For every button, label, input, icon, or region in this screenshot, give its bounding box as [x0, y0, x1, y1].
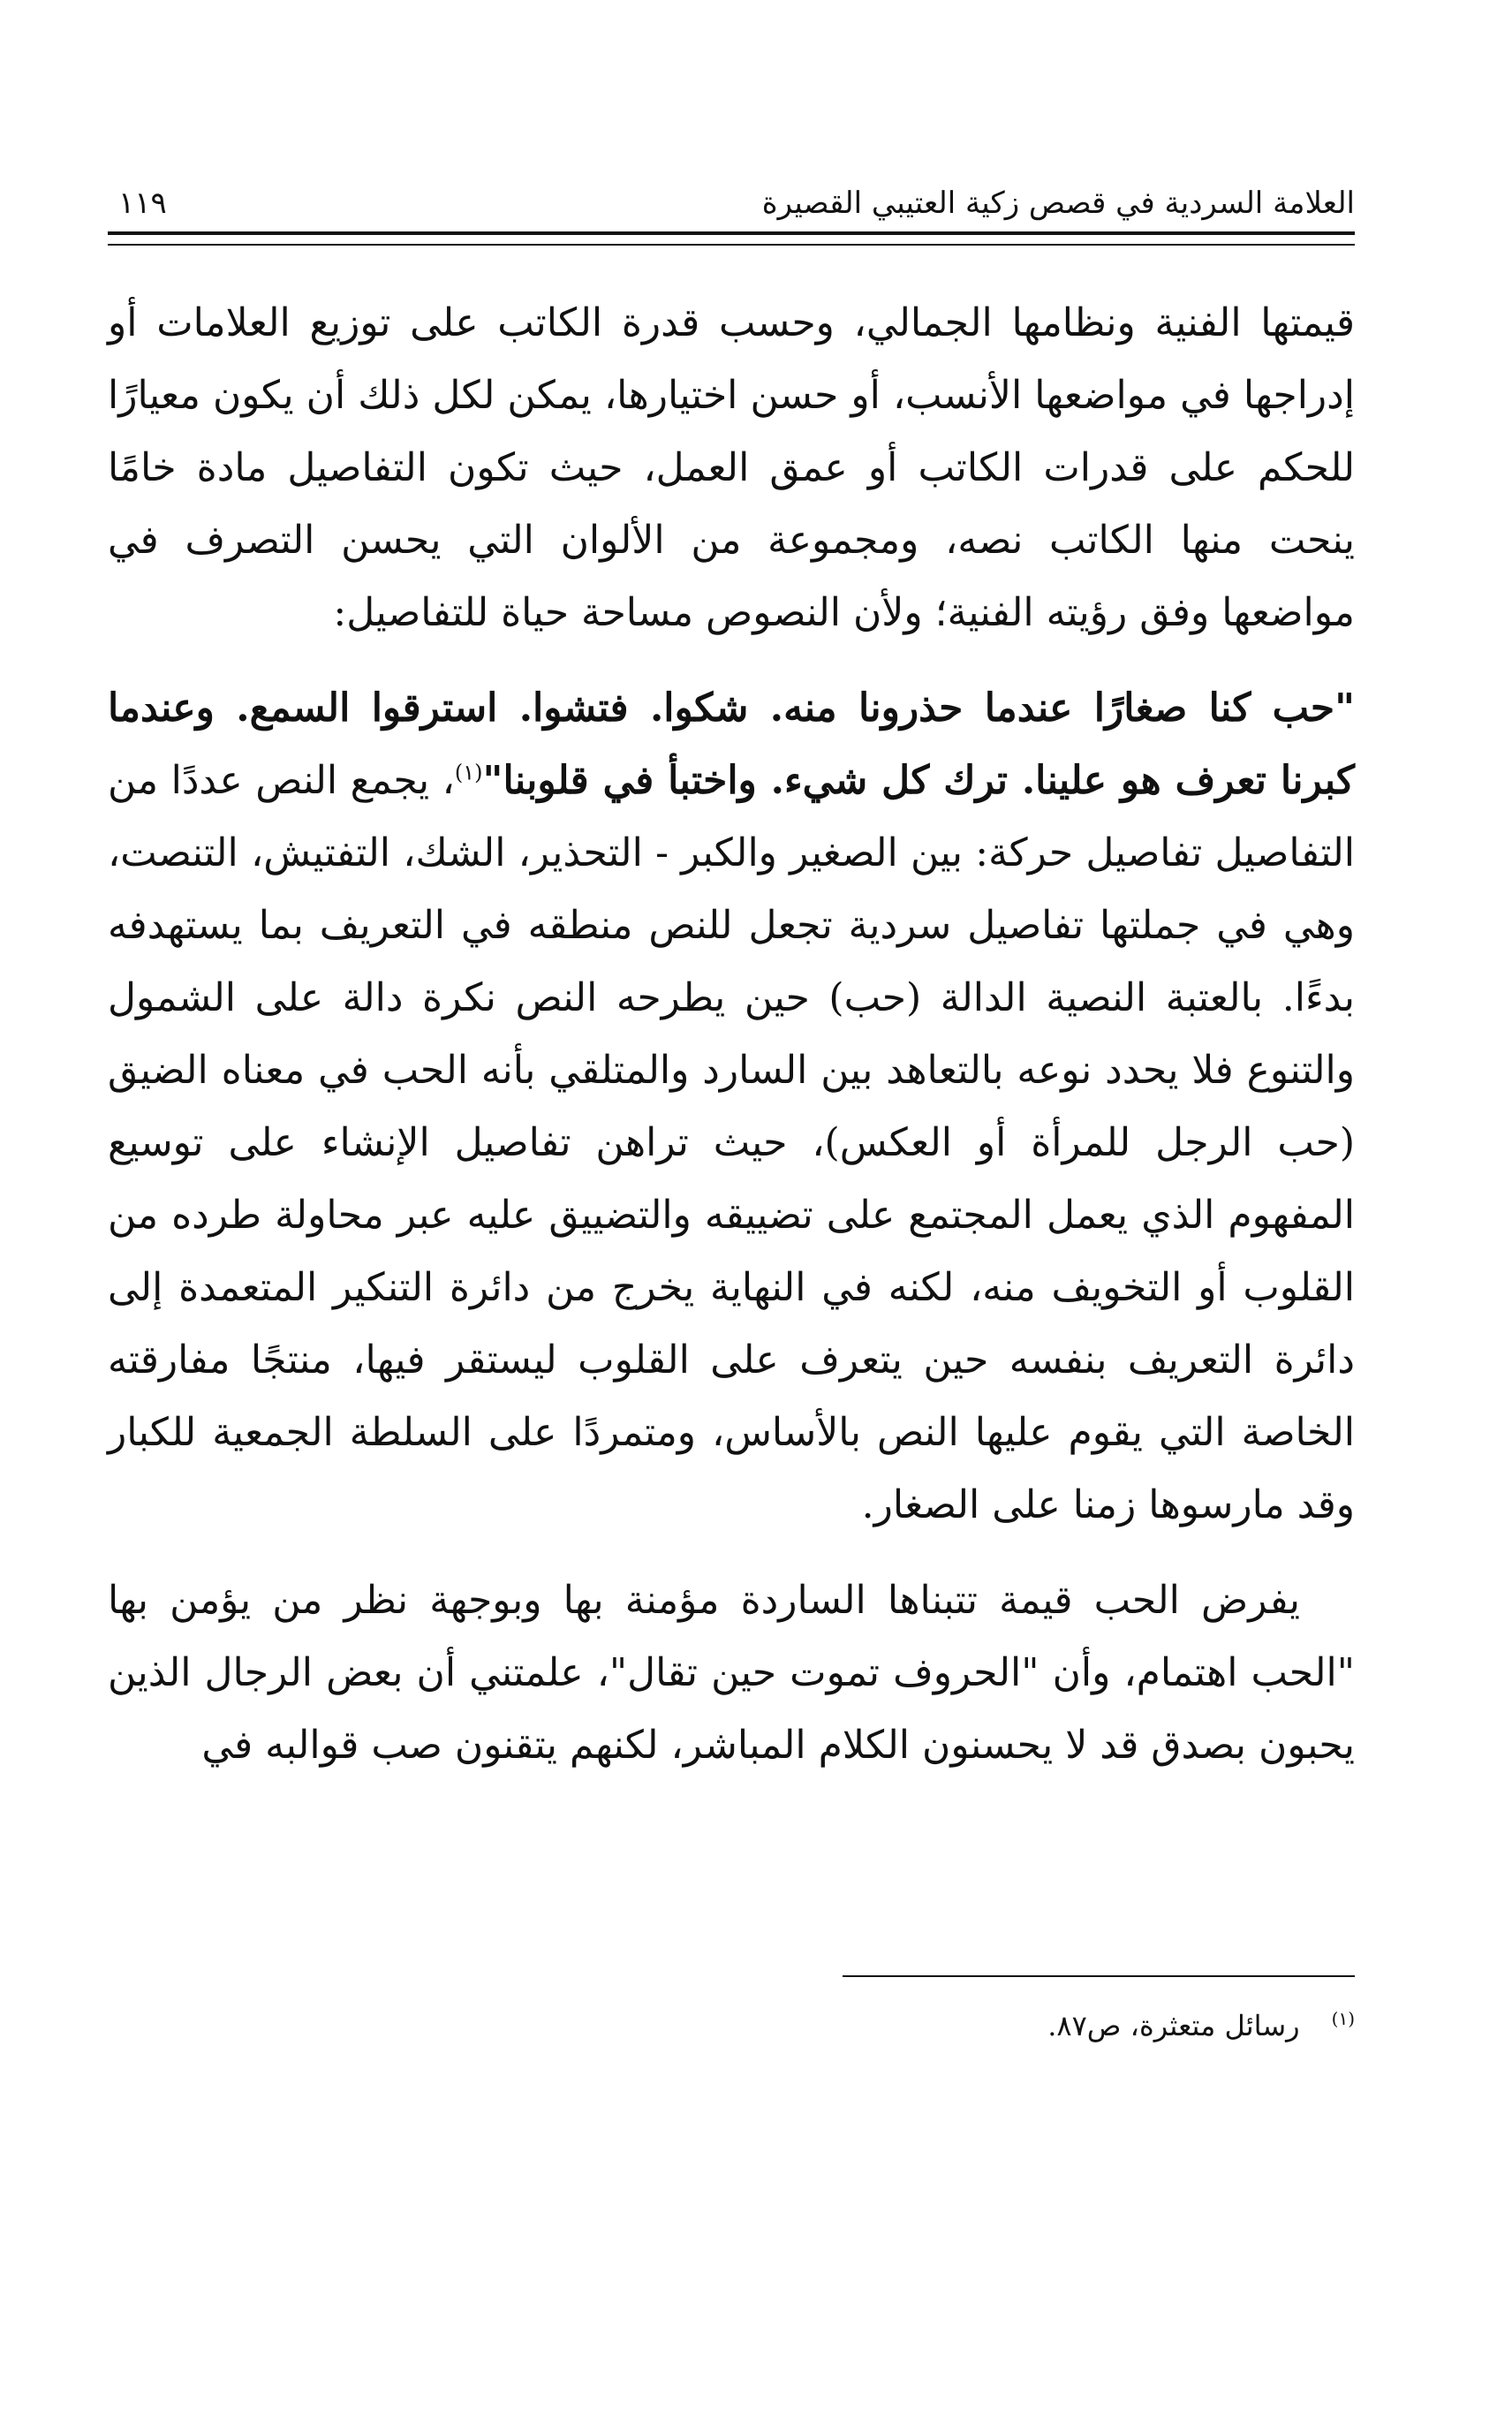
quoted-story-text: "حب كنا صغارًا عندما حذرونا منه. شكوا. فتشوا. استرقوا السمع. وعندما كبرنا تعرف هو علينا. ترك كل شيء. واختبأ في قلوبنا" — [108, 686, 1355, 803]
body-text — [108, 287, 1355, 1782]
footnote-reference: (١) — [454, 760, 483, 785]
footnote-marker: (١) — [1331, 2008, 1355, 2030]
paragraph-2-text: ، يجمع النص عددًا من التفاصيل تفاصيل حركة: بين الصغير والكبر - التحذير، الشك، التفتيش، التنصت، وهي في جملتها تفاصيل سردية تجعل للنص منطقه في التعريف بما يستهدفه بدءًا. بالعتبة النصية الدالة (حب) حين يطرحه النص نكرة دالة على الشمول والتنوع فلا يحدد نوعه بالتعاهد بين السارد والمتلقي بأنه الحب في معناه الضيق (حب الرجل للمرأة أو العكس)، حيث تراهن تفاصيل الإنشاء على توسيع المفهوم الذي يعمل المجتمع على تضييقه والتضييق عليه عبر محاولة طرده من القلوب أو التخويف منه، لكنه في النهاية يخرج من دائرة التنكير المتعمدة إلى دائرة التعريف بنفسه حين يتعرف على القلوب ليستقر فيها، منتجًا مفارقته الخاصة التي يقوم عليها النص بالأساس، ومتمردًا على السلطة الجمعية للكبار وقد مارسوها زمنا على الصغار. — [108, 758, 1355, 1527]
footnote-text: رسائل متعثرة، ص٨٧. — [1047, 2009, 1300, 2042]
footnote — [1047, 2004, 1355, 2048]
footnote-separator — [843, 1975, 1355, 1977]
paragraph-1: قيمتها الفنية ونظامها الجمالي، وحسب قدرة الكاتب على توزيع العلامات أو إدراجها في مواضعها الأنسب، أو حسن اختيارها، يمكن لكل ذلك أن يكون معيارًا للحكم على قدرات الكاتب أو عمق العمل، حيث تكون التفاصيل مادة خامًا ينحت منها الكاتب نصه، ومجموعة من الألوان التي يحسن التصرف في مواضعها وفق رؤيته الفنية؛ ولأن النصوص مساحة حياة للتفاصيل: — [108, 300, 1355, 635]
running-header-title: العلامة السردية في قصص زكية العتيبي القصيرة — [761, 186, 1355, 221]
header-double-rule — [108, 231, 1355, 246]
paragraph-2 — [108, 672, 1355, 1542]
running-header — [108, 177, 1355, 230]
page-number: ١١٩ — [118, 186, 167, 221]
paragraph-3: يفرض الحب قيمة تتبناها الساردة مؤمنة بها وبوجهة نظر من يؤمن بها "الحب اهتمام، وأن "الحروف تموت حين تقال"، علمتني أن بعض الرجال الذين يحبون بصدق قد لا يحسنون الكلام المباشر، لكنهم يتقنون صب قوالبه في — [108, 1578, 1355, 1768]
